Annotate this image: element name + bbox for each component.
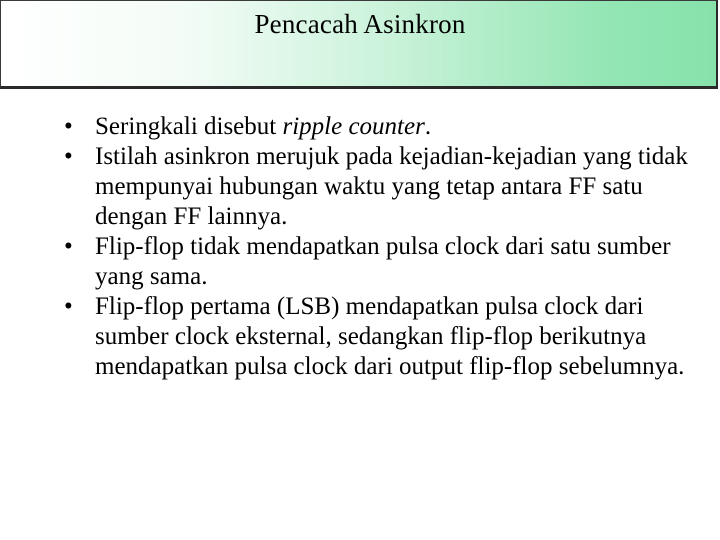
bullet-marker: • — [64, 143, 73, 170]
bullet-text: Flip-flop tidak mendapatkan pulsa clock dari satu sumber yang sama. — [95, 233, 671, 290]
bullet-marker: • — [64, 113, 73, 140]
bullet-item — [60, 112, 690, 142]
bullet-text: Flip-flop pertama (LSB) mendapatkan pulsa clock dari sumber clock eksternal, sedangkan flip-flop berikutnya mendapatkan pulsa clock dari output flip-flop sebelumnya. — [95, 293, 685, 380]
bullet-text-end: . — [424, 113, 432, 140]
bullet-list — [60, 112, 690, 382]
bullet-item — [60, 232, 690, 292]
bullet-text: Seringkali disebut — [95, 113, 283, 140]
bullet-item — [60, 292, 690, 382]
bullet-text-italic: ripple counter — [282, 113, 425, 140]
bullet-marker: • — [64, 293, 73, 320]
slide-title: Pencacah Asinkron — [254, 9, 466, 39]
bullet-marker: • — [64, 233, 73, 260]
bullet-item — [60, 142, 690, 232]
bullet-text: Istilah asinkron merujuk pada kejadian-kejadian yang tidak mempunyai hubungan waktu yang tetap antara FF satu dengan FF lainnya. — [95, 143, 688, 230]
